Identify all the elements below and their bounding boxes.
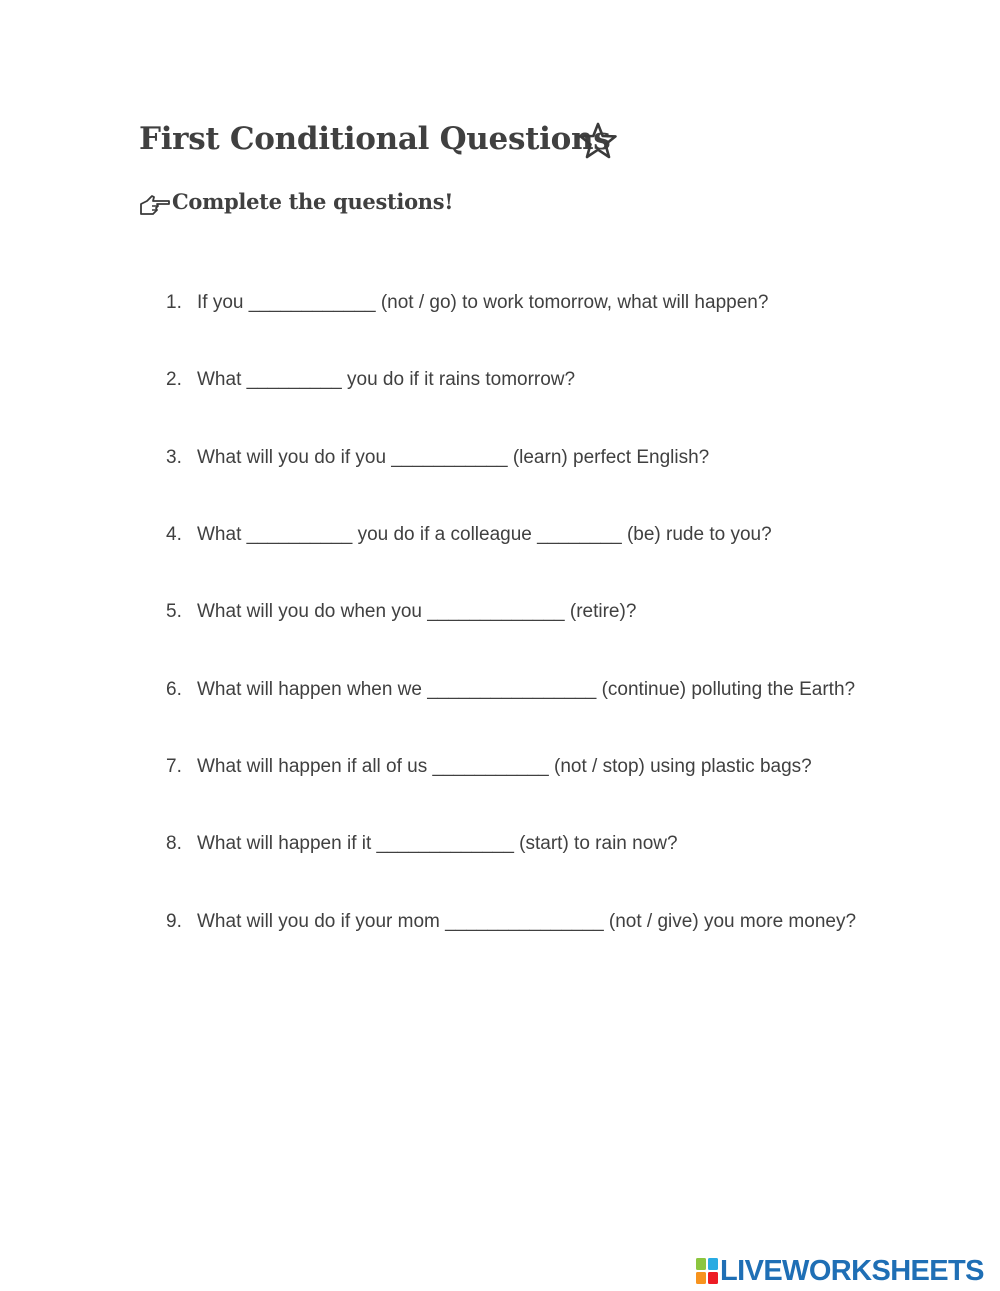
question-item (166, 676, 855, 704)
question-number: 5. (166, 601, 182, 622)
question-number: 6. (166, 679, 182, 700)
question-number: 9. (166, 911, 182, 932)
question-text: What will happen when we ________________ (continue) polluting the Earth? (197, 679, 856, 700)
question-item (166, 753, 812, 781)
question-item (166, 908, 856, 936)
question-text: What _________ you do if it rains tomorrow? (197, 369, 576, 390)
question-number: 4. (166, 524, 182, 545)
question-text: What will you do if you ___________ (learn) perfect English? (197, 447, 710, 468)
question-text: What will happen if it _____________ (start) to rain now? (197, 833, 678, 854)
question-item (166, 521, 772, 549)
question-item (166, 598, 636, 626)
question-text: If you ____________ (not / go) to work tomorrow, what will happen? (197, 292, 769, 313)
question-item (166, 830, 678, 858)
question-item (166, 366, 575, 394)
instruction-text: Complete the questions! (172, 188, 454, 214)
question-number: 2. (166, 369, 182, 390)
question-item (166, 444, 709, 472)
question-text: What will you do when you _____________ (retire)? (197, 601, 637, 622)
question-item (166, 289, 768, 317)
question-text: What __________ you do if a colleague ________ (be) rude to you? (197, 524, 772, 545)
star-outline-icon (577, 121, 619, 161)
question-text: What will you do if your mom _______________ (not / give) you more money? (197, 911, 857, 932)
pointing-hand-icon (138, 193, 172, 217)
brand-name: LIVEWORKSHEETS (720, 1255, 984, 1287)
question-number: 8. (166, 833, 182, 854)
liveworksheets-logo-icon (696, 1258, 718, 1284)
instruction (138, 185, 453, 217)
page-title: First Conditional Questions (139, 121, 611, 157)
question-number: 3. (166, 447, 182, 468)
question-text: What will happen if all of us ___________ (not / stop) using plastic bags? (197, 756, 812, 777)
question-number: 1. (166, 292, 182, 313)
brand-watermark (696, 1256, 984, 1286)
question-number: 7. (166, 756, 182, 777)
